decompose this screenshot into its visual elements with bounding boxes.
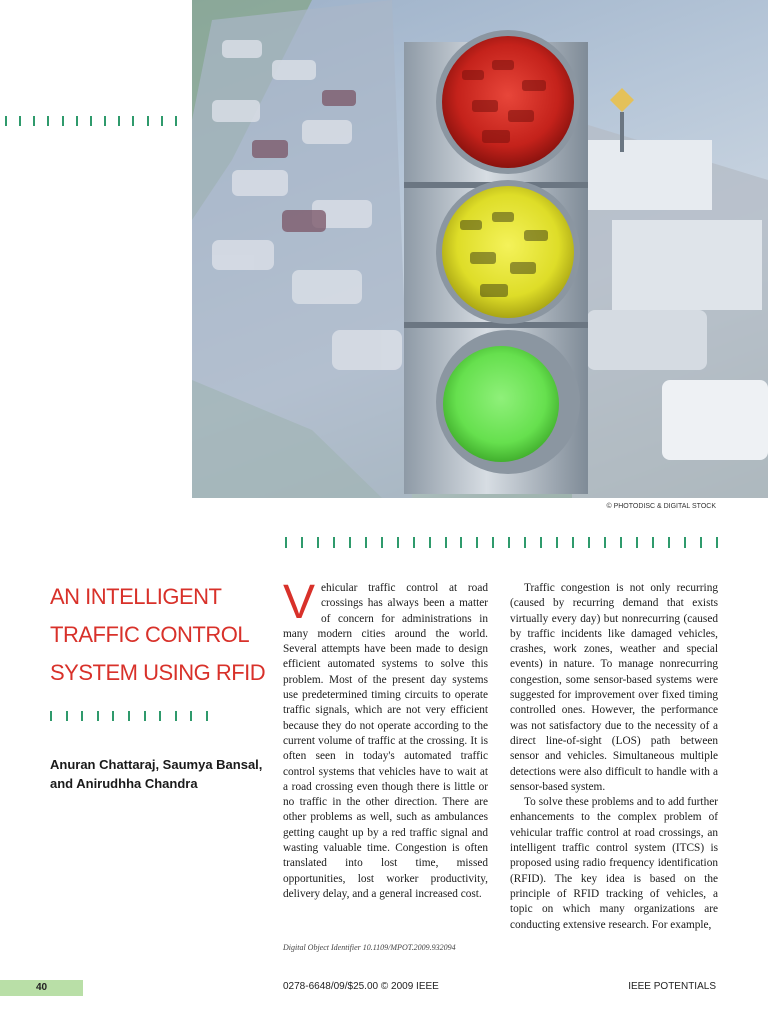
tick-mark bbox=[76, 116, 78, 126]
tick-mark bbox=[684, 537, 686, 548]
tick-mark bbox=[161, 116, 163, 126]
authors-line-1: Anuran Chattaraj, Saumya Bansal, bbox=[50, 757, 263, 772]
authors-line-2: and Anirudhha Chandra bbox=[50, 776, 198, 791]
tick-mark bbox=[716, 537, 718, 548]
hero-traffic-illustration bbox=[192, 0, 768, 498]
issn-line: 0278-6648/09/$25.00 © 2009 IEEE bbox=[283, 981, 439, 992]
tick-mark bbox=[66, 711, 68, 721]
doi-line: Digital Object Identifier 10.1109/MPOT.2009.932094 bbox=[283, 943, 456, 952]
body-column-2 bbox=[510, 581, 718, 933]
body-paragraph: To solve these problems and to add further enhancements to the complex problem of vehicular traffic control at road crossings, an intelligent traffic control system (ITCS) is proposed using radio frequency identification (RFID). The key idea is based on the principle of RFID tracking of vehicles, a topic on which many organizations are conducting extensive research. For example, bbox=[510, 796, 718, 931]
tick-mark bbox=[668, 537, 670, 548]
tick-mark bbox=[144, 711, 146, 721]
tick-mark bbox=[118, 116, 120, 126]
page-number: 40 bbox=[35, 982, 48, 993]
tick-mark bbox=[112, 711, 114, 721]
tick-mark bbox=[132, 116, 134, 126]
title-line-3: SYSTEM USING RFID bbox=[50, 660, 266, 685]
tick-mark bbox=[524, 537, 526, 548]
tick-mark bbox=[636, 537, 638, 548]
tick-mark bbox=[62, 116, 64, 126]
tick-mark bbox=[175, 711, 177, 721]
tick-mark bbox=[104, 116, 106, 126]
drop-cap: V bbox=[283, 576, 316, 629]
tick-mark bbox=[445, 537, 447, 548]
tick-mark bbox=[492, 537, 494, 548]
tick-row-title bbox=[50, 711, 208, 721]
tick-mark bbox=[572, 537, 574, 548]
hero-image bbox=[192, 0, 768, 498]
body-paragraph: ehicular traffic control at road crossings has always been a matter of concern for administrations in many modern cities around the world. Several attempts have been made to design efficient automated systems to solve this problem. Most of the present day systems use predetermined timing circuits to operate traffic signals, which are not very efficient because they do not operate according to the current volume of traffic at the crossing. It is often seen in today's automated traffic control systems that vehicles have to wait at a road crossing even though there is little or no traffic in the other direction. There are other problems as well, such as ambulances getting caught up by a red traffic signal and wasting valuable time. Congestion is often translated into lost time, missed opportunities, lost worker productivity, delivery delay, and a general increased cost. bbox=[283, 582, 488, 900]
tick-mark bbox=[97, 711, 99, 721]
tick-mark bbox=[33, 116, 35, 126]
photo-credit: © PHOTODISC & DIGITAL STOCK bbox=[606, 503, 716, 510]
body-paragraph: Traffic congestion is not only recurring (caused by recurring demand that exists virtually every day) but nonrecurring (caused by traffic incidents like damaged vehicles, crashes, work zones, weather and special events) in nature. To manage nonrecurring congestion, some sensor-based systems were suggested for improvement over fixed timing controlled ones. However, the performance was not satisfactory due to the necessity of a direct line-of-sight (LOS) path between sensor and vehicles. Simultaneous multiple detections were also difficult to handle with a sensor-based system. bbox=[510, 582, 718, 793]
tick-mark bbox=[349, 537, 351, 548]
tick-mark bbox=[365, 537, 367, 548]
tick-mark bbox=[301, 537, 303, 548]
tick-mark bbox=[175, 116, 177, 126]
tick-mark bbox=[476, 537, 478, 548]
tick-mark bbox=[159, 711, 161, 721]
tick-mark bbox=[540, 537, 542, 548]
author-list bbox=[50, 755, 270, 793]
tick-mark bbox=[556, 537, 558, 548]
tick-mark bbox=[508, 537, 510, 548]
tick-mark bbox=[285, 537, 287, 548]
title-line-2: TRAFFIC CONTROL bbox=[50, 622, 250, 647]
tick-mark bbox=[19, 116, 21, 126]
tick-mark bbox=[5, 116, 7, 126]
tick-mark bbox=[317, 537, 319, 548]
tick-mark bbox=[460, 537, 462, 548]
tick-mark bbox=[397, 537, 399, 548]
tick-mark bbox=[81, 711, 83, 721]
title-line-1: AN INTELLIGENT bbox=[50, 584, 222, 609]
tick-row-top-left bbox=[5, 116, 177, 126]
tick-mark bbox=[147, 116, 149, 126]
tick-mark bbox=[206, 711, 208, 721]
tick-mark bbox=[604, 537, 606, 548]
tick-mark bbox=[381, 537, 383, 548]
tick-row-mid bbox=[285, 537, 718, 548]
tick-mark bbox=[620, 537, 622, 548]
article-title bbox=[50, 578, 270, 692]
tick-mark bbox=[652, 537, 654, 548]
journal-name: IEEE POTENTIALS bbox=[628, 981, 716, 992]
tick-mark bbox=[413, 537, 415, 548]
tick-mark bbox=[47, 116, 49, 126]
tick-mark bbox=[429, 537, 431, 548]
tick-mark bbox=[90, 116, 92, 126]
tick-mark bbox=[588, 537, 590, 548]
tick-mark bbox=[700, 537, 702, 548]
tick-mark bbox=[333, 537, 335, 548]
body-column-1 bbox=[283, 576, 488, 902]
tick-mark bbox=[128, 711, 130, 721]
tick-mark bbox=[50, 711, 52, 721]
tick-mark bbox=[190, 711, 192, 721]
